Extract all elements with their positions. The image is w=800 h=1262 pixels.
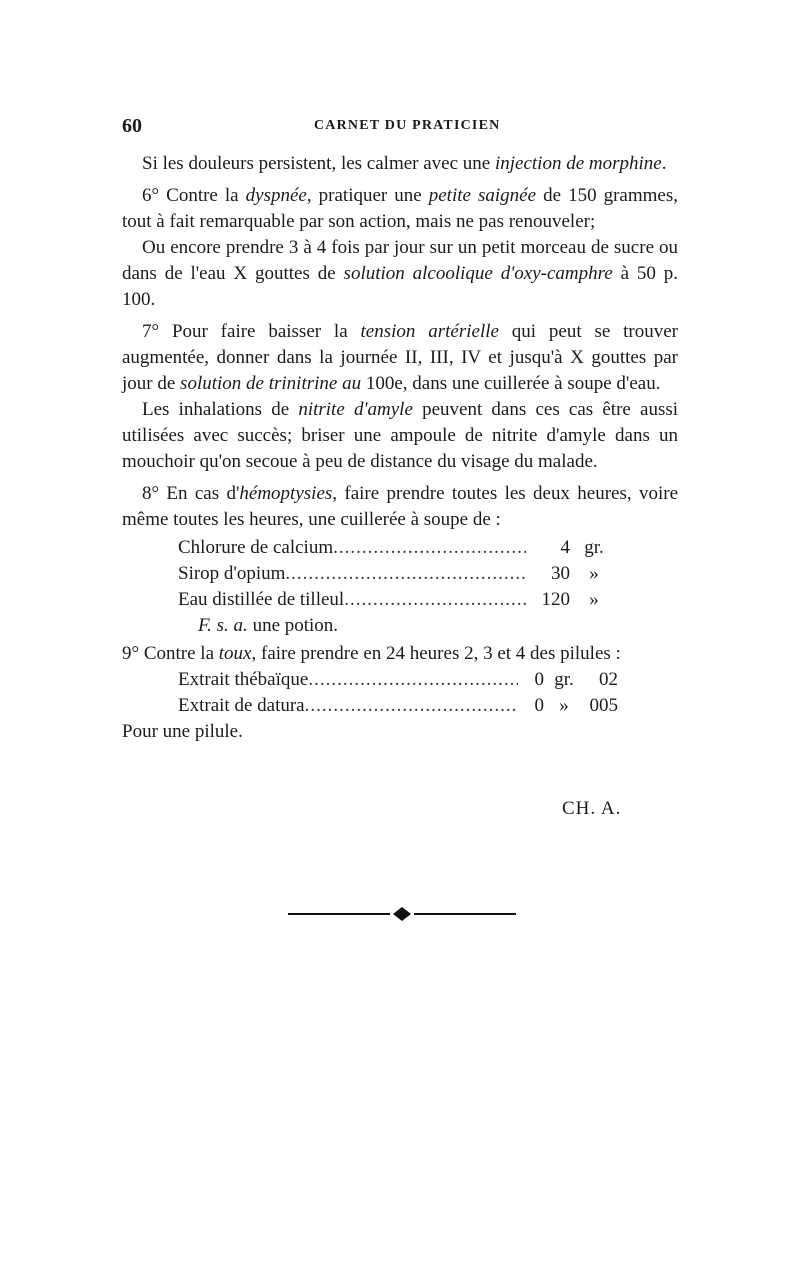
prescription-line: Chlorure de calcium ..... 4 gr. [178, 535, 618, 561]
prescription-line: Sirop d'opium ..... 30 » [178, 561, 618, 587]
paragraph-tension: 7° Pour faire baisser la tension artérielle qui peut se trouver augmentée, donner dans la journée II, III, IV et jusqu'à X gouttes par jour de solution de trinitrine au 100e, dans une cuillerée à soupe d'eau. [122, 321, 679, 394]
prescription-line: Eau distillée de tilleul ..... 120 » [178, 587, 618, 613]
prescription-line: Extrait de datura ..... 0 » 005 [178, 693, 618, 719]
running-title: CARNET DU PRATICIEN [314, 118, 501, 133]
prescription-potion [178, 535, 618, 641]
page-number: 60 [122, 115, 142, 137]
prescription-instruction: F. s. a. une potion. [198, 615, 339, 636]
paragraph-oxycamphre: Ou encore prendre 3 à 4 fois par jour sur un petit morceau de sucre ou dans de l'eau X gouttes de solution alcoolique d'oxy-camphre à 50 p. 100. [122, 237, 679, 310]
paragraph-cough: 9° Contre la toux, faire prendre en 24 heures 2, 3 et 4 des pilules : [122, 643, 621, 664]
author-signature: CH. A. [562, 798, 622, 819]
closing-line: Pour une pilule. [122, 721, 243, 742]
paragraph-hemoptysis: 8° En cas d'hémoptysies, faire prendre toutes les deux heures, voire même toutes les heures, une cuillerée à soupe de : [122, 483, 679, 530]
ornament-rule [288, 906, 516, 922]
paragraph-dyspnea: 6° Contre la dyspnée, pratiquer une petite saignée de 150 grammes, tout à fait remarquable par son action, mais ne pas renouveler; [122, 185, 679, 232]
page-header [122, 115, 682, 139]
paragraph-nitrite: Les inhalations de nitrite d'amyle peuvent dans ces cas être aussi utilisées avec succès; briser une ampoule de nitrite d'amyle dans un mouchoir qu'on secoue à peu de distance du visage du malade. [122, 399, 679, 472]
prescription-line: Extrait thébaïque ..... 0 gr. 02 [178, 667, 618, 693]
body-text [122, 151, 678, 745]
paragraph-morphine: Si les douleurs persistent, les calmer avec une injection de morphine. [142, 153, 667, 174]
